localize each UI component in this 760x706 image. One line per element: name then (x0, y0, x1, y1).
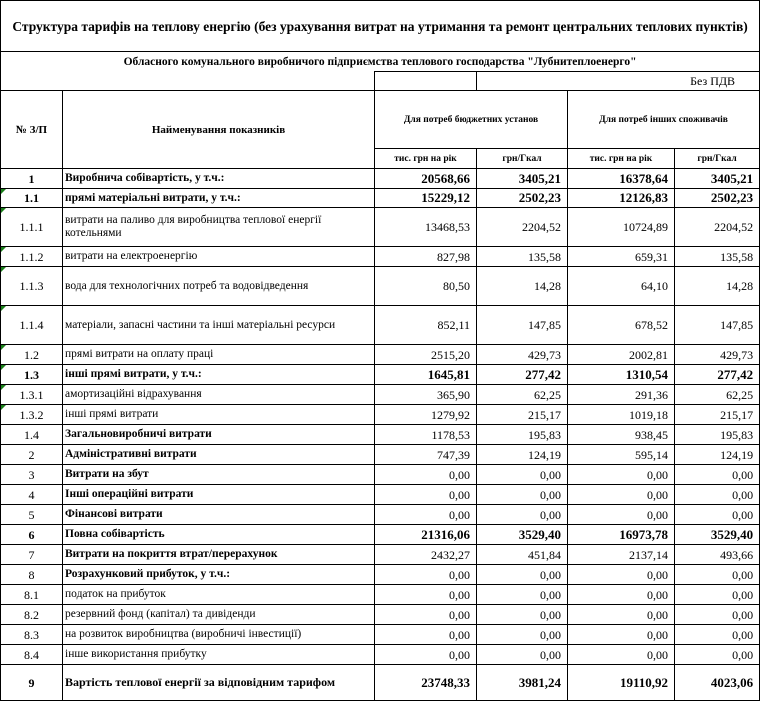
header-other: Для потреб інших споживачів (568, 91, 760, 149)
blank-cell (1, 72, 375, 91)
row-name: податок на прибуток (63, 585, 375, 605)
table-row (1, 208, 760, 247)
cell-budget-gcal: 3981,24 (477, 665, 568, 701)
table-row (1, 189, 760, 208)
header-name: Найменування показників (63, 91, 375, 169)
header-number: № З/П (1, 91, 63, 169)
cell-other-thousand: 12126,83 (568, 189, 675, 208)
row-name: витрати на електроенергію (63, 247, 375, 267)
table-row (1, 465, 760, 485)
row-index: 8.4 (1, 645, 63, 665)
cell-other-gcal: 0,00 (675, 605, 760, 625)
cell-budget-gcal: 0,00 (477, 565, 568, 585)
row-name: на розвиток виробництва (виробничі інвестиції) (63, 625, 375, 645)
row-name: інші прямі витрати (63, 405, 375, 425)
table-row (1, 525, 760, 545)
row-index: 9 (1, 665, 63, 701)
cell-other-thousand: 19110,92 (568, 665, 675, 701)
cell-other-thousand: 16973,78 (568, 525, 675, 545)
cell-other-gcal: 0,00 (675, 485, 760, 505)
row-name: прямі матеріальні витрати, у т.ч.: (63, 189, 375, 208)
row-index: 4 (1, 485, 63, 505)
row-name: прямі витрати на оплату праці (63, 345, 375, 365)
cell-budget-gcal: 195,83 (477, 425, 568, 445)
cell-budget-thousand: 0,00 (375, 465, 477, 485)
cell-other-gcal: 4023,06 (675, 665, 760, 701)
cell-other-gcal: 3405,21 (675, 169, 760, 189)
row-index: 1.2 (1, 345, 63, 365)
row-name: Витрати на збут (63, 465, 375, 485)
row-index: 1.3.2 (1, 405, 63, 425)
cell-budget-gcal: 2204,52 (477, 208, 568, 247)
cell-budget-thousand: 20568,66 (375, 169, 477, 189)
cell-budget-gcal: 0,00 (477, 645, 568, 665)
header-unit-thousand: тис. грн на рік (568, 149, 675, 169)
row-index: 1.1.4 (1, 306, 63, 345)
cell-budget-thousand: 0,00 (375, 505, 477, 525)
cell-other-thousand: 291,36 (568, 385, 675, 405)
table-row (1, 665, 760, 701)
cell-other-thousand: 0,00 (568, 485, 675, 505)
cell-other-gcal: 0,00 (675, 465, 760, 485)
cell-other-thousand: 938,45 (568, 425, 675, 445)
row-index: 8.3 (1, 625, 63, 645)
cell-budget-thousand: 23748,33 (375, 665, 477, 701)
cell-other-thousand: 659,31 (568, 247, 675, 267)
row-name: Загальновиробничі витрати (63, 425, 375, 445)
cell-budget-thousand: 1178,53 (375, 425, 477, 445)
cell-budget-gcal: 0,00 (477, 465, 568, 485)
cell-other-thousand: 0,00 (568, 505, 675, 525)
cell-budget-thousand: 0,00 (375, 625, 477, 645)
cell-budget-thousand: 0,00 (375, 605, 477, 625)
cell-other-thousand: 678,52 (568, 306, 675, 345)
row-name: резервний фонд (капітал) та дивіденди (63, 605, 375, 625)
header-unit-gcal: грн/Гкал (675, 149, 760, 169)
cell-budget-gcal: 135,58 (477, 247, 568, 267)
cell-budget-gcal: 0,00 (477, 485, 568, 505)
cell-other-thousand: 0,00 (568, 605, 675, 625)
cell-other-gcal: 62,25 (675, 385, 760, 405)
table-row (1, 267, 760, 306)
cell-other-gcal: 0,00 (675, 625, 760, 645)
cell-other-thousand: 0,00 (568, 565, 675, 585)
row-name: Виробнича собівартість, у т.ч.: (63, 169, 375, 189)
row-index: 8.2 (1, 605, 63, 625)
table-subtitle: Обласного комунального виробничого підприємства теплового господарства "Лубнитеплоенерго" (1, 52, 760, 72)
cell-other-gcal: 2204,52 (675, 208, 760, 247)
cell-other-gcal: 195,83 (675, 425, 760, 445)
cell-budget-thousand: 0,00 (375, 645, 477, 665)
cell-budget-gcal: 429,73 (477, 345, 568, 365)
cell-other-thousand: 0,00 (568, 585, 675, 605)
row-index: 1.3.1 (1, 385, 63, 405)
header-budget: Для потреб бюджетних установ (375, 91, 568, 149)
row-name: Фінансові витрати (63, 505, 375, 525)
cell-other-gcal: 14,28 (675, 267, 760, 306)
table-row (1, 169, 760, 189)
row-index: 6 (1, 525, 63, 545)
cell-budget-gcal: 215,17 (477, 405, 568, 425)
row-index: 1.1.2 (1, 247, 63, 267)
row-index: 1.1 (1, 189, 63, 208)
row-name: амортизаційні відрахування (63, 385, 375, 405)
row-index: 1.3 (1, 365, 63, 385)
table-row (1, 345, 760, 365)
row-name: Повна собівартість (63, 525, 375, 545)
table-row (1, 565, 760, 585)
blank-cell (375, 72, 477, 91)
cell-budget-thousand: 365,90 (375, 385, 477, 405)
table-row (1, 645, 760, 665)
cell-budget-gcal: 14,28 (477, 267, 568, 306)
cell-budget-thousand: 0,00 (375, 585, 477, 605)
cell-budget-thousand: 852,11 (375, 306, 477, 345)
cell-budget-gcal: 147,85 (477, 306, 568, 345)
table-row (1, 247, 760, 267)
vat-note: Без ПДВ (477, 72, 760, 91)
cell-other-gcal: 0,00 (675, 645, 760, 665)
row-index: 7 (1, 545, 63, 565)
table-row (1, 445, 760, 465)
cell-budget-gcal: 277,42 (477, 365, 568, 385)
cell-budget-thousand: 2432,27 (375, 545, 477, 565)
row-index: 1 (1, 169, 63, 189)
cell-budget-thousand: 0,00 (375, 565, 477, 585)
cell-other-gcal: 493,66 (675, 545, 760, 565)
cell-other-thousand: 595,14 (568, 445, 675, 465)
cell-other-thousand: 10724,89 (568, 208, 675, 247)
cell-other-gcal: 2502,23 (675, 189, 760, 208)
cell-budget-gcal: 62,25 (477, 385, 568, 405)
row-name: Розрахунковий прибуток, у т.ч.: (63, 565, 375, 585)
cell-budget-gcal: 0,00 (477, 505, 568, 525)
row-index: 2 (1, 445, 63, 465)
cell-budget-thousand: 747,39 (375, 445, 477, 465)
table-row (1, 425, 760, 445)
cell-budget-thousand: 13468,53 (375, 208, 477, 247)
cell-other-gcal: 147,85 (675, 306, 760, 345)
table-row (1, 505, 760, 525)
row-index: 1.4 (1, 425, 63, 445)
cell-budget-thousand: 0,00 (375, 485, 477, 505)
row-index: 1.1.1 (1, 208, 63, 247)
cell-budget-thousand: 80,50 (375, 267, 477, 306)
cell-other-gcal: 0,00 (675, 505, 760, 525)
cell-other-thousand: 0,00 (568, 625, 675, 645)
cell-budget-gcal: 2502,23 (477, 189, 568, 208)
cell-budget-thousand: 1645,81 (375, 365, 477, 385)
cell-other-thousand: 1310,54 (568, 365, 675, 385)
cell-other-gcal: 3529,40 (675, 525, 760, 545)
cell-budget-gcal: 0,00 (477, 585, 568, 605)
cell-other-gcal: 135,58 (675, 247, 760, 267)
cell-other-thousand: 0,00 (568, 465, 675, 485)
cell-other-thousand: 0,00 (568, 645, 675, 665)
cell-budget-gcal: 124,19 (477, 445, 568, 465)
row-index: 8.1 (1, 585, 63, 605)
cell-other-thousand: 2002,81 (568, 345, 675, 365)
cell-other-thousand: 1019,18 (568, 405, 675, 425)
row-name: Інші операційні витрати (63, 485, 375, 505)
row-index: 5 (1, 505, 63, 525)
cell-other-thousand: 2137,14 (568, 545, 675, 565)
cell-budget-thousand: 827,98 (375, 247, 477, 267)
row-name: вода для технологічних потреб та водовідведення (63, 267, 375, 306)
table-title: Структура тарифів на теплову енергію (без урахування витрат на утримання та ремонт центральних теплових пунктів) (1, 1, 760, 52)
cell-budget-gcal: 451,84 (477, 545, 568, 565)
cell-other-gcal: 429,73 (675, 345, 760, 365)
row-name: інше використання прибутку (63, 645, 375, 665)
row-name: Вартість теплової енергії за відповідним тарифом (63, 665, 375, 701)
table-body (1, 169, 760, 701)
row-name: Адміністративні витрати (63, 445, 375, 465)
table-row (1, 365, 760, 385)
row-name: витрати на паливо для виробництва теплової енергії котельнями (63, 208, 375, 247)
cell-other-thousand: 64,10 (568, 267, 675, 306)
row-name: Витрати на покриття втрат/перерахунок (63, 545, 375, 565)
table-row (1, 625, 760, 645)
row-name: інші прямі витрати, у т.ч.: (63, 365, 375, 385)
cell-budget-thousand: 21316,06 (375, 525, 477, 545)
row-index: 8 (1, 565, 63, 585)
cell-budget-gcal: 3405,21 (477, 169, 568, 189)
row-name: матеріали, запасні частини та інші матеріальні ресурси (63, 306, 375, 345)
cell-other-gcal: 215,17 (675, 405, 760, 425)
row-index: 3 (1, 465, 63, 485)
cell-budget-thousand: 2515,20 (375, 345, 477, 365)
cell-budget-gcal: 0,00 (477, 625, 568, 645)
table-row (1, 485, 760, 505)
cell-budget-thousand: 1279,92 (375, 405, 477, 425)
cell-budget-gcal: 3529,40 (477, 525, 568, 545)
cell-other-gcal: 0,00 (675, 565, 760, 585)
table-row (1, 385, 760, 405)
table-row (1, 306, 760, 345)
table-row (1, 605, 760, 625)
cell-budget-thousand: 15229,12 (375, 189, 477, 208)
table-row (1, 585, 760, 605)
row-index: 1.1.3 (1, 267, 63, 306)
table-row (1, 545, 760, 565)
header-unit-thousand: тис. грн на рік (375, 149, 477, 169)
cell-other-thousand: 16378,64 (568, 169, 675, 189)
cell-other-gcal: 277,42 (675, 365, 760, 385)
header-unit-gcal: грн/Гкал (477, 149, 568, 169)
cell-other-gcal: 124,19 (675, 445, 760, 465)
cell-budget-gcal: 0,00 (477, 605, 568, 625)
table-row (1, 405, 760, 425)
cell-other-gcal: 0,00 (675, 585, 760, 605)
